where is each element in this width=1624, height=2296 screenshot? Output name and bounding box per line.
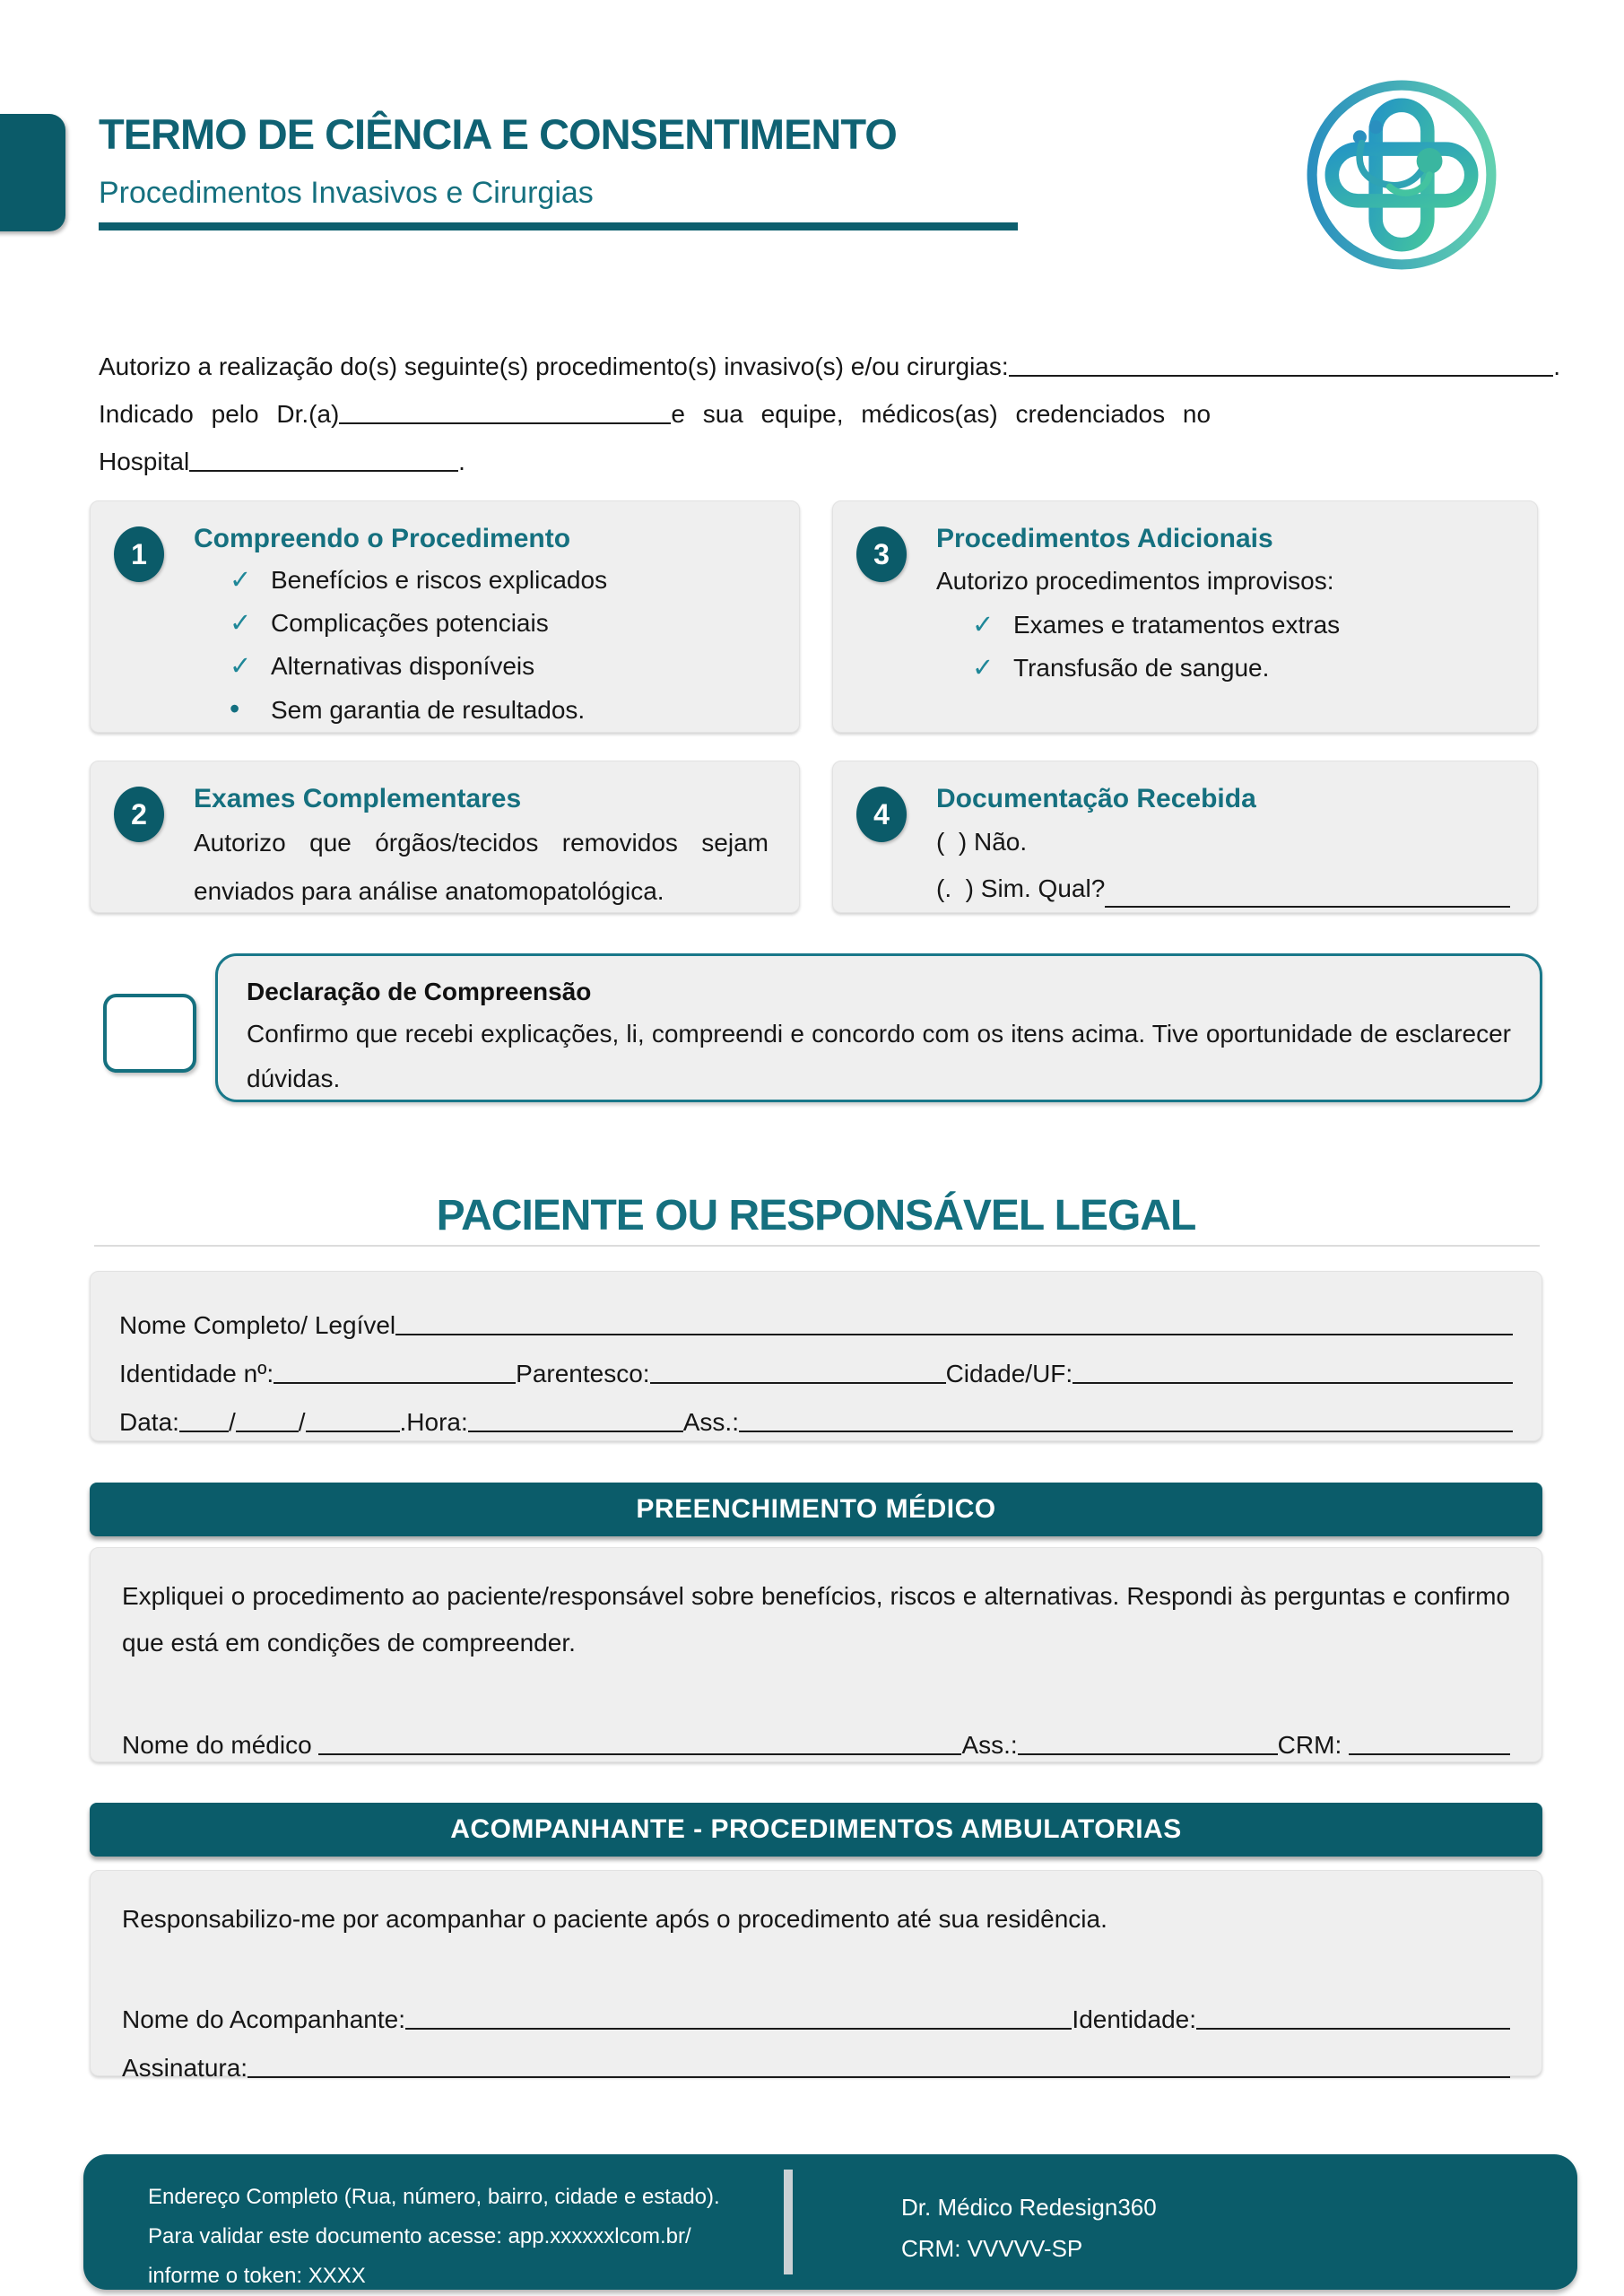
patient-name-blank[interactable] [395, 1334, 1513, 1335]
check-icon: ✓ [230, 566, 252, 595]
number-badge-4: 4 [856, 787, 907, 842]
slash: / [298, 1408, 306, 1436]
page-title: TERMO DE CIÊNCIA E CONSENTIMENTO [99, 110, 897, 158]
crm-label: CRM: [1277, 1731, 1342, 1759]
medical-statement: Expliquei o procedimento ao paciente/responsável sobre benefícios, riscos e alternativas. Respondi às perguntas e confirmo que está em condições de compreender. [122, 1582, 1510, 1657]
companion-name-row [122, 1986, 1510, 2034]
box-complementary-exams [90, 761, 800, 913]
medical-banner: PREENCHIMENTO MÉDICO [90, 1483, 1542, 1536]
list-item [194, 559, 772, 602]
procedures-blank[interactable] [1009, 375, 1554, 377]
date-label: Data: [119, 1408, 179, 1436]
intro-line-hospital [99, 429, 1560, 476]
patient-identity-row [119, 1340, 1513, 1388]
patient-section-heading: PACIENTE OU RESPONSÁVEL LEGAL [436, 1192, 1196, 1239]
companion-signature-blank[interactable] [248, 2076, 1510, 2078]
footer-doctor-name: Dr. Médico Redesign360 [901, 2194, 1157, 2221]
hour-blank[interactable] [468, 1431, 683, 1432]
city-blank[interactable] [1073, 1382, 1513, 1384]
box3-intro: Autorizo procedimentos improvisos: [936, 567, 1334, 595]
identity-label: Identidade nº: [119, 1360, 274, 1387]
companion-banner: ACOMPANHANTE - PROCEDIMENTOS AMBULATORIAS [90, 1803, 1542, 1857]
option-no-label: ( ) Não. [936, 828, 1028, 856]
item-text: Complicações potenciais [271, 609, 549, 637]
item-text: Exames e tratamentos extras [1013, 611, 1341, 639]
number-badge-1: 1 [114, 526, 164, 582]
companion-signature-label: Assinatura: [122, 2054, 248, 2082]
footer-bar [83, 2154, 1577, 2290]
box4-title: Documentação Recebida [936, 784, 1256, 813]
check-icon: ✓ [972, 611, 994, 639]
companion-identity-blank[interactable] [1196, 2028, 1510, 2030]
footer-address-block [148, 2178, 720, 2296]
companion-name-label: Nome do Acompanhante: [122, 2005, 405, 2033]
period: . [458, 448, 465, 475]
footer-doctor-block [901, 2187, 1157, 2269]
companion-fields-box [90, 1870, 1542, 2082]
check-icon: ✓ [230, 609, 252, 638]
authorization-paragraph [99, 334, 1560, 476]
declaration-box [215, 953, 1542, 1102]
patient-signature-blank[interactable] [739, 1431, 1513, 1432]
page-subtitle: Procedimentos Invasivos e Cirurgias [99, 176, 594, 210]
city-label: Cidade/UF: [945, 1360, 1073, 1387]
intro-line-procedures [99, 334, 1560, 381]
list-item [194, 645, 772, 688]
patient-signature-label: Ass.: [682, 1408, 739, 1436]
box2-title: Exames Complementares [194, 784, 522, 813]
kinship-blank[interactable] [650, 1382, 946, 1384]
doctor-name-blank[interactable] [339, 422, 671, 424]
check-icon: ✓ [972, 654, 994, 683]
spacer [1342, 1731, 1349, 1760]
number-badge-3: 3 [856, 526, 907, 582]
period: . [1553, 352, 1560, 380]
date-month-blank[interactable] [236, 1431, 299, 1432]
procedures-label: Autorizo a realização do(s) seguinte(s) procedimento(s) invasivo(s) e/ou cirurgias: [99, 352, 1009, 380]
list-item [936, 604, 1510, 647]
patient-name-row [119, 1292, 1513, 1340]
crm-blank[interactable] [1349, 1753, 1510, 1755]
box3-title: Procedimentos Adicionais [936, 524, 1273, 553]
declaration-title: Declaração de Compreensão [247, 978, 592, 1005]
hospital-label: Hospital [99, 448, 190, 475]
spacer [312, 1731, 319, 1760]
patient-fields-box [90, 1271, 1542, 1441]
footer-validate-line: Para validar este documento acesse: app.xxxxxxlcom.br/ [148, 2224, 691, 2248]
doctor-signature-label: Ass.: [961, 1731, 1018, 1759]
number-badge-2: 2 [114, 787, 164, 842]
header-side-tab [0, 114, 65, 231]
clinic-logo-icon [1302, 75, 1501, 274]
doctor-name-field-blank[interactable] [318, 1753, 961, 1755]
medical-fields-box [90, 1547, 1542, 1762]
box-understand-procedure [90, 500, 800, 733]
box2-body: Autorizo que órgãos/tecidos removidos sejam enviados para análise anatomopatológica. [194, 829, 769, 905]
title-underline [99, 222, 1018, 230]
check-icon: ✓ [230, 652, 252, 681]
box1-title: Compreendo o Procedimento [194, 524, 571, 553]
footer-doctor-crm: CRM: VVVVV-SP [901, 2235, 1083, 2262]
section-divider [94, 1245, 1540, 1247]
team-label: e sua equipe, médicos(as) credenciados no [671, 400, 1211, 428]
doctor-label: Indicado pelo Dr.(a) [99, 400, 340, 428]
date-year-blank[interactable] [306, 1431, 400, 1432]
list-item [194, 688, 772, 731]
bullet-icon: • [230, 692, 240, 725]
date-day-blank[interactable] [179, 1431, 229, 1432]
patient-name-label: Nome Completo/ Legível [119, 1311, 396, 1339]
box-additional-procedures [832, 500, 1538, 733]
companion-signature-row [122, 2034, 1510, 2083]
which-document-blank[interactable] [1105, 906, 1510, 908]
companion-identity-label: Identidade: [1072, 2005, 1196, 2033]
item-text: Benefícios e riscos explicados [271, 566, 608, 594]
identity-blank[interactable] [274, 1382, 516, 1384]
option-no[interactable] [936, 819, 1510, 865]
item-text: Sem garantia de resultados. [271, 696, 586, 724]
declaration-body: Confirmo que recebi explicações, li, compreendi e concordo com os itens acima. Tive oportunidade de esclarecer dúvidas. [247, 1020, 1511, 1092]
declaration-checkbox[interactable] [103, 994, 196, 1073]
kinship-label: Parentesco: [516, 1360, 650, 1387]
medical-doctor-row [122, 1711, 1510, 1760]
item-text: Alternativas disponíveis [271, 652, 535, 680]
hour-label: .Hora: [399, 1408, 468, 1436]
footer-address-line: Endereço Completo (Rua, número, bairro, cidade e estado). [148, 2185, 720, 2209]
option-yes[interactable] [936, 865, 1510, 912]
doctor-signature-blank[interactable] [1018, 1753, 1278, 1755]
hospital-blank[interactable] [189, 470, 458, 472]
companion-name-blank[interactable] [405, 2028, 1072, 2030]
option-yes-label: (. ) Sim. Qual? [936, 874, 1106, 902]
list-item [194, 602, 772, 645]
box-documentation-received [832, 761, 1538, 913]
patient-date-row [119, 1388, 1513, 1437]
item-text: Transfusão de sangue. [1013, 654, 1270, 682]
companion-statement: Responsabilizo-me por acompanhar o paciente após o procedimento até sua residência. [122, 1905, 1107, 1933]
doctor-name-label: Nome do médico [122, 1731, 312, 1759]
footer-token-line: informe o token: XXXX [148, 2264, 366, 2288]
list-item [936, 647, 1510, 690]
footer-divider [784, 2170, 793, 2274]
slash: / [228, 1408, 236, 1436]
intro-line-doctor [99, 381, 1560, 429]
